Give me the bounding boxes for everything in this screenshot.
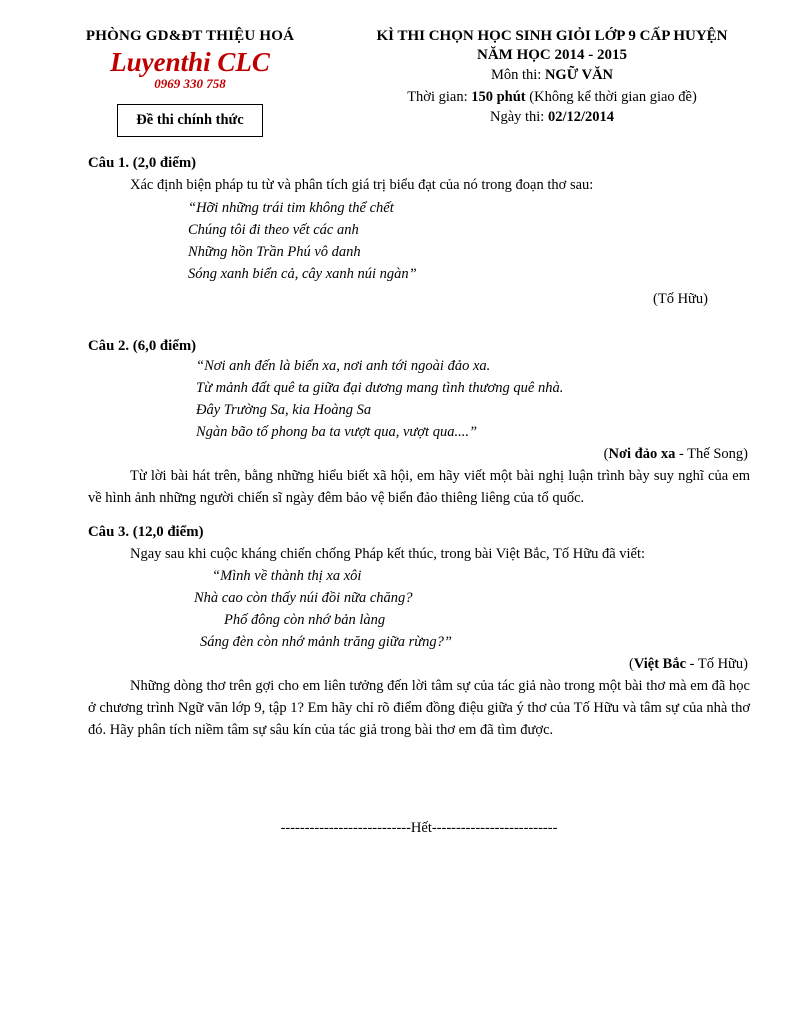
logo — [40, 49, 340, 90]
question-3-heading: Câu 3. (12,0 điểm) — [88, 523, 204, 540]
exam-subject-value: NGỮ VĂN — [544, 67, 614, 83]
verse-line: Chúng tôi đi theo vết các anh — [188, 221, 359, 238]
question-1-prompt: Xác định biện pháp tu từ và phân tích giá trị biểu đạt của nó trong đoạn thơ sau: — [130, 177, 594, 193]
exam-body — [0, 155, 800, 837]
document-header — [0, 0, 800, 137]
question-3-verse — [188, 565, 750, 653]
end-of-paper-mark: ---------------------------Hết-------------------------- — [280, 819, 558, 836]
exam-time-label: Thời gian: — [407, 89, 468, 105]
logo-wordmark: Luyenthi CLC — [110, 47, 270, 77]
question-2-verse — [196, 355, 750, 443]
question-2-heading: Câu 2. (6,0 điểm) — [88, 337, 197, 354]
question-1-verse — [188, 197, 750, 285]
attribution-open-paren: ( — [628, 656, 634, 673]
exam-time-note: (Không kể thời gian giao đề) — [529, 89, 697, 105]
exam-subject-line — [344, 67, 760, 84]
exam-time-value: 150 phút — [471, 89, 526, 105]
question-3-prompt: Ngay sau khi cuộc kháng chiến chống Pháp kết thúc, trong bài Việt Bắc, Tố Hữu đã viết: — [130, 545, 646, 562]
verse-line: Đây Trường Sa, kia Hoàng Sa — [196, 401, 372, 418]
exam-time-line — [344, 89, 760, 106]
verse-line: Nhà cao còn thấy núi đồi nữa chăng? — [194, 590, 413, 607]
exam-date-value: 02/12/2014 — [547, 109, 615, 125]
question-2 — [88, 338, 750, 510]
verse-line: Sáng đèn còn nhớ mảnh trăng giữa rừng?” — [200, 634, 452, 651]
verse-line: Phố đông còn nhớ bản làng — [224, 612, 386, 629]
question-3-attribution — [88, 656, 750, 673]
exam-date-line — [344, 109, 760, 126]
question-1 — [88, 155, 750, 308]
exam-subject-label: Môn thi: — [490, 67, 542, 83]
question-2-attribution — [88, 446, 750, 463]
spacer — [88, 510, 750, 524]
exam-school-year: NĂM HỌC 2014 - 2015 — [477, 47, 627, 63]
verse-line: Từ mảnh đất quê ta giữa đại dương mang tình thương quê nhà. — [196, 379, 564, 396]
verse-line: Sóng xanh biển cả, cây xanh núi ngàn” — [188, 265, 417, 282]
spacer — [88, 308, 750, 338]
verse-line: “Hỡi những trái tim không thể chết — [188, 199, 394, 216]
question-3-body: Những dòng thơ trên gợi cho em liên tưởng đến lời tâm sự của tác giả nào trong một bài thơ mà em đã học ở chương trình Ngữ văn lớp 9, tập 1? Em hãy chỉ rõ điểm đồng điệu giữa ý thơ của Tố Hữu và tâm sự của nhà thơ đó. Hãy phân tích niềm tâm sự sâu kín của tác giả trong bài thơ em đã tìm được. — [88, 678, 750, 738]
question-3 — [88, 524, 750, 742]
question-1-attribution: (Tố Hữu) — [653, 290, 708, 307]
attribution-work-title: Việt Bắc — [633, 656, 687, 673]
attribution-work-title: Nơi đảo xa — [608, 446, 676, 462]
attribution-author: - Thế Song) — [675, 446, 748, 462]
question-1-heading: Câu 1. (2,0 điểm) — [88, 155, 197, 171]
organization-name: PHÒNG GD&ĐT THIỆU HOÁ — [85, 28, 295, 44]
header-left-column — [40, 28, 340, 137]
attribution-author: - Tố Hữu) — [686, 656, 748, 673]
exam-date-label: Ngày thi: — [489, 109, 545, 125]
question-2-body: Từ lời bài hát trên, bằng những hiểu biết xã hội, em hãy viết một bài nghị luận trình bày suy nghĩ của em về hình ảnh những người chiến sĩ ngày đêm bảo vệ biển đảo thiêng liêng của tổ quốc. — [88, 468, 750, 506]
verse-line: “Mình về thành thị xa xôi — [212, 568, 362, 585]
official-exam-badge: Đề thi chính thức — [117, 104, 262, 137]
verse-line: Những hồn Trần Phú vô danh — [188, 243, 361, 260]
exam-title: KÌ THI CHỌN HỌC SINH GIỎI LỚP 9 CẤP HUYỆN — [376, 28, 728, 44]
verse-line: Ngàn bão tố phong ba ta vượt qua, vượt qua....” — [196, 423, 478, 440]
verse-line: “Nơi anh đến là biển xa, nơi anh tới ngoài đảo xa. — [196, 357, 491, 374]
logo-phone-number: 0969 330 758 — [154, 76, 226, 91]
attribution-open-paren: ( — [603, 446, 609, 462]
header-right-column — [340, 28, 760, 126]
